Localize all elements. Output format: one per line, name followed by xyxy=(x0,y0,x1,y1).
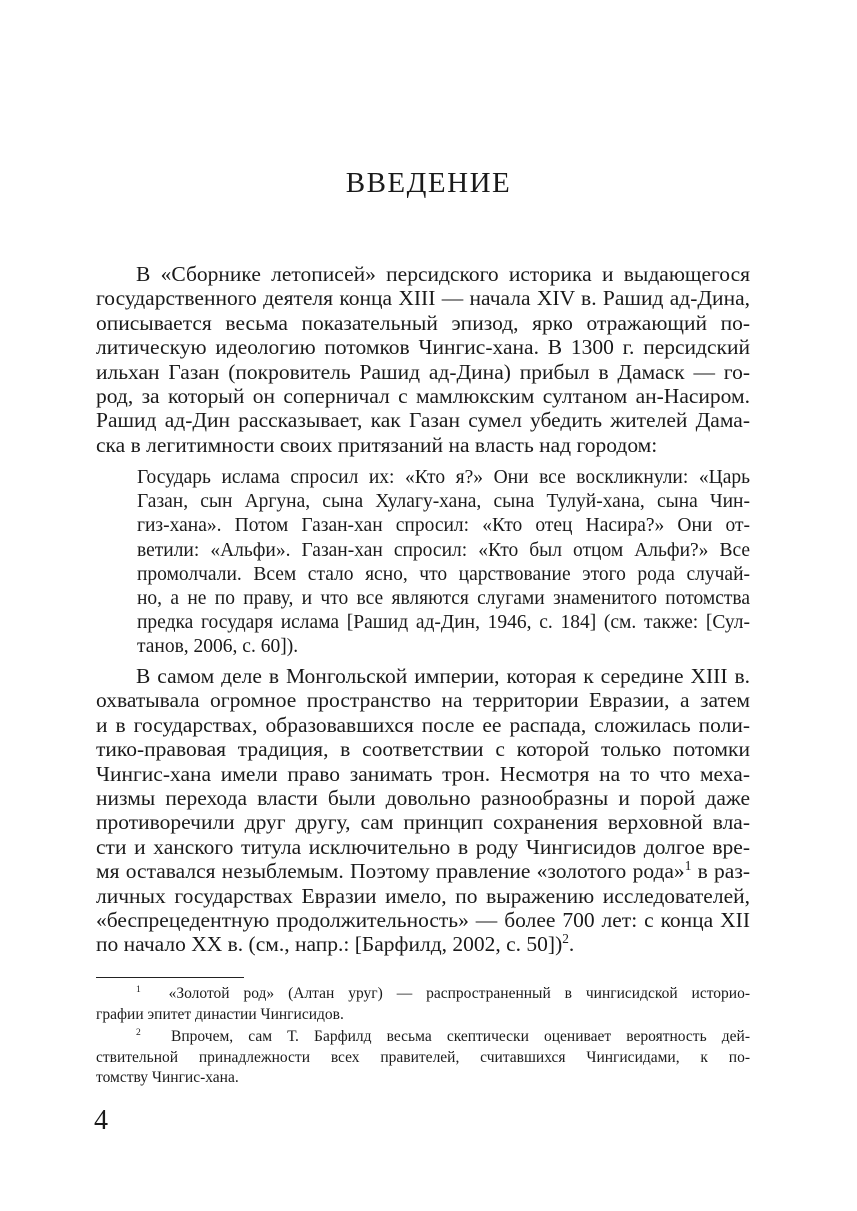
text-line: «беспрецедентную продолжительность» — более 700 лет: с конца XII xyxy=(96,908,750,933)
footnote-line: графии эпитет династии Чингисидов. xyxy=(96,1005,344,1023)
text-line: низмы перехода власти были довольно разнообразны и порой даже xyxy=(96,786,750,811)
block-quote xyxy=(137,466,750,660)
footnote-2 xyxy=(96,1027,750,1089)
footnote-line: томству Чингис-хана. xyxy=(96,1069,239,1086)
text-line: род, за который он соперничал с мамлюкским султаном ан-Насиром. xyxy=(96,384,750,409)
text-line: охватывала огромное пространство на территории Евразии, а затем xyxy=(96,688,750,713)
text-line: государственного деятеля конца XIII — начала XIV в. Рашид ад-Дина, xyxy=(96,286,750,311)
text-line xyxy=(96,859,750,883)
text-segment: в раз- xyxy=(697,859,750,884)
text-line: ильхан Газан (покровитель Рашид ад-Дина) прибыл в Дамаск — го- xyxy=(96,359,750,384)
footnote-text: «Золотой род» (Алтан уруг) — распространенный в чингисидской историо- xyxy=(168,985,751,1002)
text-line: описывается весьма показательный эпизод, ярко отражающий по- xyxy=(96,310,750,335)
quote-line: предка государя ислама [Рашид ад-Дин, 1946, с. 184] (см. также: [Сул- xyxy=(137,612,750,634)
footnote-line: ствительной принадлежности всех правителей, считавшихся Чингисидами, к по- xyxy=(96,1048,750,1066)
text-line: Рашид ад-Дин рассказывает, как Газан сумел убедить жителей Дама- xyxy=(96,408,750,433)
text-segment: по начало XX в. (см., напр.: [Барфилд, 2002, с. 50]) xyxy=(96,932,563,957)
text-line: личных государствах Евразии имело, по выражению исследователей, xyxy=(96,883,750,908)
text-line: противоречили друг другу, сам принцип сохранения верховной вла- xyxy=(96,810,750,835)
text-line: и в государствах, образовавшихся после ее распада, сложилась поли- xyxy=(96,712,750,737)
text-line: Чингис-хана имели право занимать трон. Несмотря на то что меха- xyxy=(96,761,750,786)
quote-line: Газан, сын Аргуна, сына Хулагу-хана, сына Тулуй-хана, сына Чин- xyxy=(137,491,750,513)
quote-line: ветили: «Альфи». Газан-хан спросил: «Кто был отцом Альфи?» Все xyxy=(137,539,750,561)
footnote-line xyxy=(96,984,750,1005)
footnote-marker: 1 xyxy=(136,983,141,995)
footnote-marker: 2 xyxy=(136,1026,141,1038)
footnote-ref-2[interactable]: 2 xyxy=(562,931,569,947)
text-line: литическую идеологию потомков Чингис-хана. В 1300 г. персидский xyxy=(96,335,750,360)
footnote-line xyxy=(96,1027,750,1048)
text-line: тико-правовая традиция, в соответствии с которой только потомки xyxy=(96,737,750,762)
text-line xyxy=(96,932,750,956)
footnote-separator xyxy=(96,977,244,978)
footnote-ref-1[interactable]: 1 xyxy=(684,858,692,874)
quote-line: гиз-хана». Потом Газан-хан спросил: «Кто отец Насира?» Они от- xyxy=(137,515,750,537)
quote-line: промолчали. Всем стало ясно, что царствование этого рода случай- xyxy=(137,563,750,585)
paragraph-intro xyxy=(96,262,750,457)
text-segment: мя оставался незыблемым. Поэтому правление «золотого рода» xyxy=(96,859,685,884)
text-line: В «Сборнике летописей» персидского историка и выдающегося xyxy=(136,262,750,286)
quote-line: танов, 2006, с. 60]). xyxy=(137,636,299,658)
text-line: сти и ханского титула исключительно в роду Чингисидов долгое вре- xyxy=(96,834,750,859)
text-line: В самом деле в Монгольской империи, которая к середине XIII в. xyxy=(136,664,750,688)
footnote-1 xyxy=(96,984,750,1025)
page-number: 4 xyxy=(94,1105,108,1136)
text-segment: . xyxy=(568,932,575,957)
chapter-title: ВВЕДЕНИЕ xyxy=(345,167,512,199)
footnote-text: Впрочем, сам Т. Барфилд весьма скептически оценивает вероятность дей- xyxy=(171,1028,750,1045)
text-line: ска в легитимности своих притязаний на власть над городом: xyxy=(96,432,658,457)
paragraph-main xyxy=(96,664,750,957)
quote-line: но, а не по праву, и что все являются слугами знаменитого потомства xyxy=(137,588,750,610)
quote-line: Государь ислама спросил их: «Кто я?» Они все воскликнули: «Царь xyxy=(137,467,750,488)
